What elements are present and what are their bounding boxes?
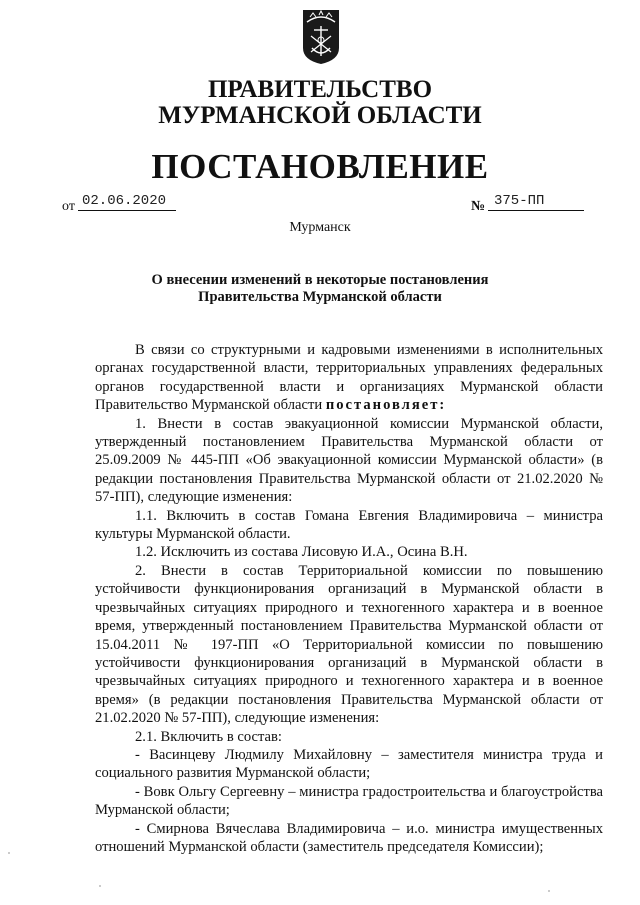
document-date: 02.06.2020 <box>78 193 176 211</box>
body-list-item: - Вовк Ольгу Сергеевну – министра градостроительства и благоустройства Мурманской области; <box>95 783 603 819</box>
document-number: 375-ПП <box>488 193 584 211</box>
organization-name-line2: МУРМАНСКОЙ ОБЛАСТИ <box>158 102 482 129</box>
resolution-keyword: постановляет: <box>325 397 447 414</box>
date-label: от <box>62 199 75 214</box>
coat-of-arms-emblem <box>301 8 341 66</box>
organization-name-line1: ПРАВИТЕЛЬСТВО <box>207 76 433 103</box>
scan-speck <box>99 885 101 887</box>
number-label: № <box>471 199 486 214</box>
body-paragraph-1: 1. Внести в состав эвакуационной комиссии Мурманской области, утвержденный постановлением Правительства Мурманской области от 25.09.2009 № 445-ПП «Об эвакуационной комиссии Мурманской области» (в редакции постановления Правительства Мурманской области от 21.02.2020 № 57-ПП), следующие изменения: <box>95 415 603 506</box>
city-name: Мурманск <box>289 220 351 235</box>
body-list-item: - Смирнова Вячеслава Владимировича – и.о. министра имущественных отношений Мурманской области (заместитель председателя Комиссии); <box>95 820 603 855</box>
body-paragraph-preamble <box>95 341 603 415</box>
scan-speck <box>548 890 550 892</box>
body-paragraph-2-1: 2.1. Включить в состав: <box>135 728 282 745</box>
body-paragraph-1-1: 1.1. Включить в состав Гомана Евгения Владимировича – министра культуры Мурманской области. <box>95 507 603 543</box>
scan-speck <box>8 852 10 854</box>
body-paragraph-2: 2. Внести в состав Территориальной комиссии по повышению устойчивости функционирования организаций в Мурманской области в чрезвычайных ситуациях природного и техногенного характера и в военное время, утвержденный постановлением Правительства Мурманской области от 15.04.2011 № 197-ПП «О Территориальной комиссии по повышению устойчивости функционирования организаций в Мурманской области в чрезвычайных ситуациях природного и техногенного характера и в военное время» (в редакции постановления Правительства Мурманской области от 21.02.2020 № 57-ПП), следующие изменения: <box>95 562 603 727</box>
document-type-title: ПОСТАНОВЛЕНИЕ <box>151 147 489 186</box>
body-list-item: - Васинцеву Людмилу Михайловну – заместителя министра труда и социального развития Мурманской области; <box>95 746 603 782</box>
preamble-text: В связи со структурными и кадровыми изменениями в исполнительных органах государственной власти, территориальных управлениях федеральных органов государственной власти и организациях Мурманской области Правительство Мурманской области <box>95 342 603 414</box>
subject-line2: Правительства Мурманской области <box>198 289 442 305</box>
body-paragraph-1-2: 1.2. Исключить из состава Лисовую И.А., Осина В.Н. <box>135 544 468 561</box>
subject-line1: О внесении изменений в некоторые постановления <box>151 272 489 288</box>
document-body <box>95 341 603 856</box>
